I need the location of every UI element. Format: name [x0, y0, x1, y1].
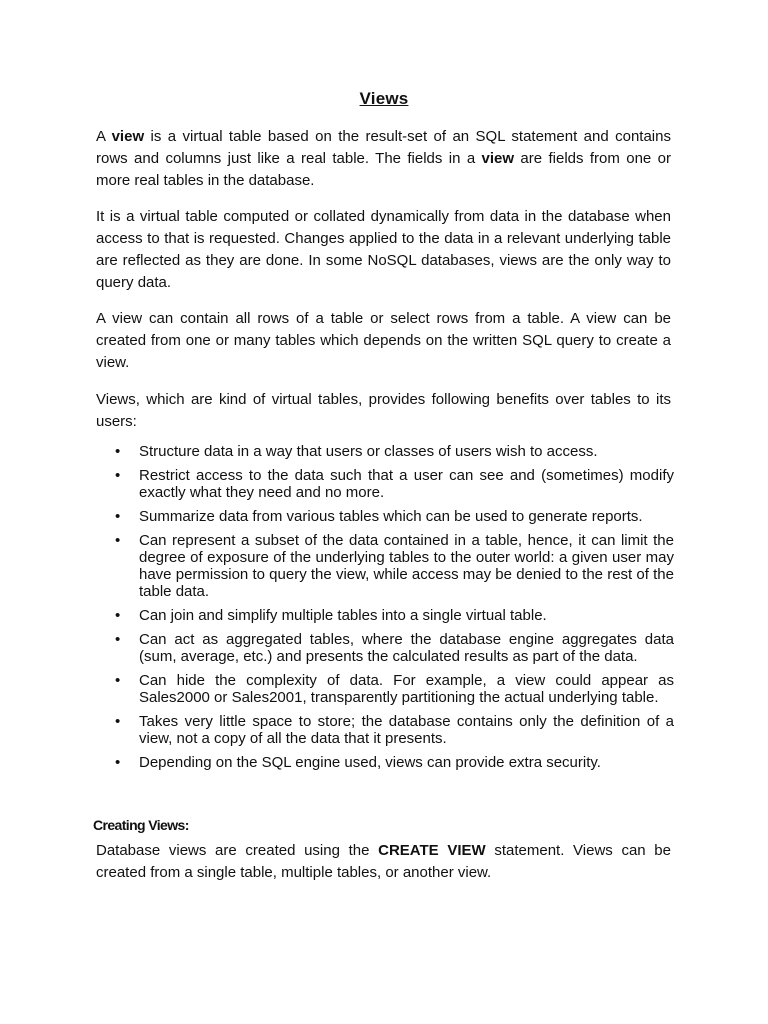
- list-item: [96, 443, 674, 460]
- bullet-icon: •: [115, 467, 121, 484]
- bold-term: view: [481, 150, 515, 167]
- list-item: [96, 508, 674, 525]
- text-run: statement. Views can be created from a single table, multiple tables, or another view.: [96, 842, 671, 881]
- list-item: [96, 754, 674, 771]
- list-item-text: Restrict access to the data such that a user can see and (sometimes) modify exactly what they need and no more.: [139, 467, 674, 501]
- list-item: [96, 467, 674, 501]
- list-item-text: Can represent a subset of the data contained in a table, hence, it can limit the degree of exposure of the underlying tables to the outer world: a given user may have permission to query the view, while access may be denied to the rest of the table data.: [139, 532, 674, 600]
- text-run: Database views are created using the: [96, 842, 379, 859]
- creating-views-paragraph: [96, 840, 671, 884]
- bullet-icon: •: [115, 532, 121, 549]
- bullet-icon: •: [115, 713, 121, 730]
- bullet-icon: •: [115, 443, 121, 460]
- page-title: Views: [359, 89, 409, 108]
- list-item-text: Structure data in a way that users or classes of users wish to access.: [139, 443, 598, 460]
- list-item: [96, 672, 674, 706]
- list-item-text: Can join and simplify multiple tables into a single virtual table.: [139, 607, 547, 624]
- bullet-icon: •: [115, 508, 121, 525]
- bullet-icon: •: [115, 672, 121, 689]
- bold-term: CREATE VIEW: [378, 842, 486, 859]
- benefits-intro-paragraph: Views, which are kind of virtual tables, provides following benefits over tables to its users:: [96, 391, 671, 430]
- virtual-table-paragraph: It is a virtual table computed or collated dynamically from data in the database when access to that is requested. Changes applied to the data in a relevant underlying table are reflected as they are done. In some NoSQL databases, views are the only way to query data.: [96, 208, 671, 291]
- bullet-icon: •: [115, 607, 121, 624]
- list-item-text: Summarize data from various tables which can be used to generate reports.: [139, 508, 643, 525]
- definition-paragraph: [96, 126, 671, 192]
- list-item-text: Can act as aggregated tables, where the database engine aggregates data (sum, average, etc.) and presents the calculated results as part of the data.: [139, 631, 674, 665]
- creating-views-heading: Creating Views:: [93, 817, 189, 833]
- text-run: A: [96, 128, 112, 145]
- bullet-icon: •: [115, 631, 121, 648]
- bold-term: view: [111, 128, 145, 145]
- list-item: [96, 631, 674, 665]
- bullet-icon: •: [115, 754, 121, 771]
- list-item-text: Can hide the complexity of data. For example, a view could appear as Sales2000 or Sales2001, transparently partitioning the actual underlying table.: [139, 672, 674, 706]
- list-item: [96, 532, 674, 600]
- text-run: are fields from one or more real tables in the database.: [96, 150, 671, 189]
- rows-paragraph: A view can contain all rows of a table or select rows from a table. A view can be created from one or many tables which depends on the written SQL query to create a view.: [96, 310, 671, 371]
- list-item: [96, 607, 674, 624]
- benefits-list: [96, 443, 674, 778]
- list-item: [96, 713, 674, 747]
- text-run: is a virtual table based on the result-set of an SQL statement and contains rows and columns just like a real table. The fields in a: [96, 128, 671, 167]
- list-item-text: Depending on the SQL engine used, views can provide extra security.: [139, 754, 601, 771]
- list-item-text: Takes very little space to store; the database contains only the definition of a view, not a copy of all the data that it presents.: [139, 713, 674, 747]
